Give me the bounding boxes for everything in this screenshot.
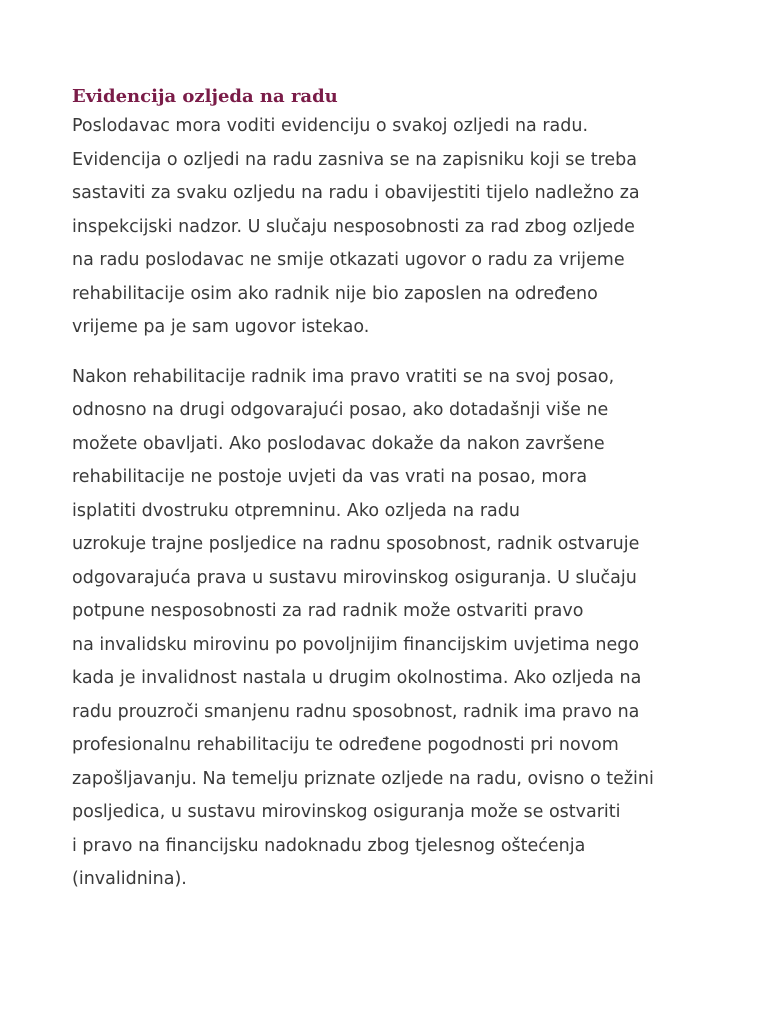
paragraph-line: kada je invalidnost nastala u drugim okolnostima. Ako ozljeda na — [72, 668, 642, 688]
article-body — [72, 84, 712, 897]
paragraph-line: vrijeme pa je sam ugovor istekao. — [72, 317, 370, 337]
paragraph-line: rehabilitacije ne postoje uvjeti da vas vrati na posao, mora — [72, 467, 588, 487]
paragraph-line: inspekcijski nadzor. U slučaju nesposobnosti za rad zbog ozljede — [72, 216, 635, 237]
paragraph-line: odnosno na drugi odgovarajući posao, ako dotadašnji više ne — [72, 400, 609, 420]
paragraph-line: posljedica, u sustavu mirovinskog osiguranja može se ostvariti — [72, 802, 621, 822]
paragraph-line: radu prouzroči smanjenu radnu sposobnost, radnik ima pravo na — [72, 701, 640, 722]
paragraph-line: potpune nesposobnosti za rad radnik može ostvariti pravo — [72, 601, 584, 621]
paragraph-line: odgovarajuća prava u sustavu mirovinskog osiguranja. U slučaju — [72, 567, 637, 588]
paragraph-line: isplatiti dvostruku otpremninu. Ako ozljeda na radu — [72, 500, 520, 521]
paragraph-line: na invalidsku mirovinu po povoljnijim financijskim uvjetima nego — [72, 634, 640, 655]
paragraph-line: Evidencija o ozljedi na radu zasniva se na zapisniku koji se treba — [72, 149, 637, 170]
paragraph-line: na radu poslodavac ne smije otkazati ugovor o radu za vrijeme — [72, 250, 625, 270]
paragraph-line: uzrokuje trajne posljedice na radnu sposobnost, radnik ostvaruje — [72, 534, 640, 554]
paragraph-1 — [72, 110, 712, 345]
paragraph-line: rehabilitacije osim ako radnik nije bio zaposlen na određeno — [72, 283, 598, 304]
paragraph-line: Poslodavac mora voditi evidenciju o svakoj ozljedi na radu. — [72, 116, 589, 136]
paragraph-line: Nakon rehabilitacije radnik ima pravo vratiti se na svoj posao, — [72, 366, 615, 387]
paragraph-line: (invalidnina). — [72, 869, 187, 889]
paragraph-line: i pravo na financijsku nadoknadu zbog tjelesnog oštećenja — [72, 835, 586, 856]
article-heading: Evidencija ozljeda na radu — [72, 86, 338, 107]
paragraph-line: sastaviti za svaku ozljedu na radu i obavijestiti tijelo nadležno za — [72, 183, 640, 203]
paragraph-line: profesionalnu rehabilitaciju te određene pogodnosti pri novom — [72, 735, 619, 755]
paragraph-line: možete obavljati. Ako poslodavac dokaže da nakon završene — [72, 433, 605, 454]
paragraph-2 — [72, 361, 712, 897]
paragraph-line: zapošljavanju. Na temelju priznate ozljede na radu, ovisno o težini — [72, 768, 654, 789]
